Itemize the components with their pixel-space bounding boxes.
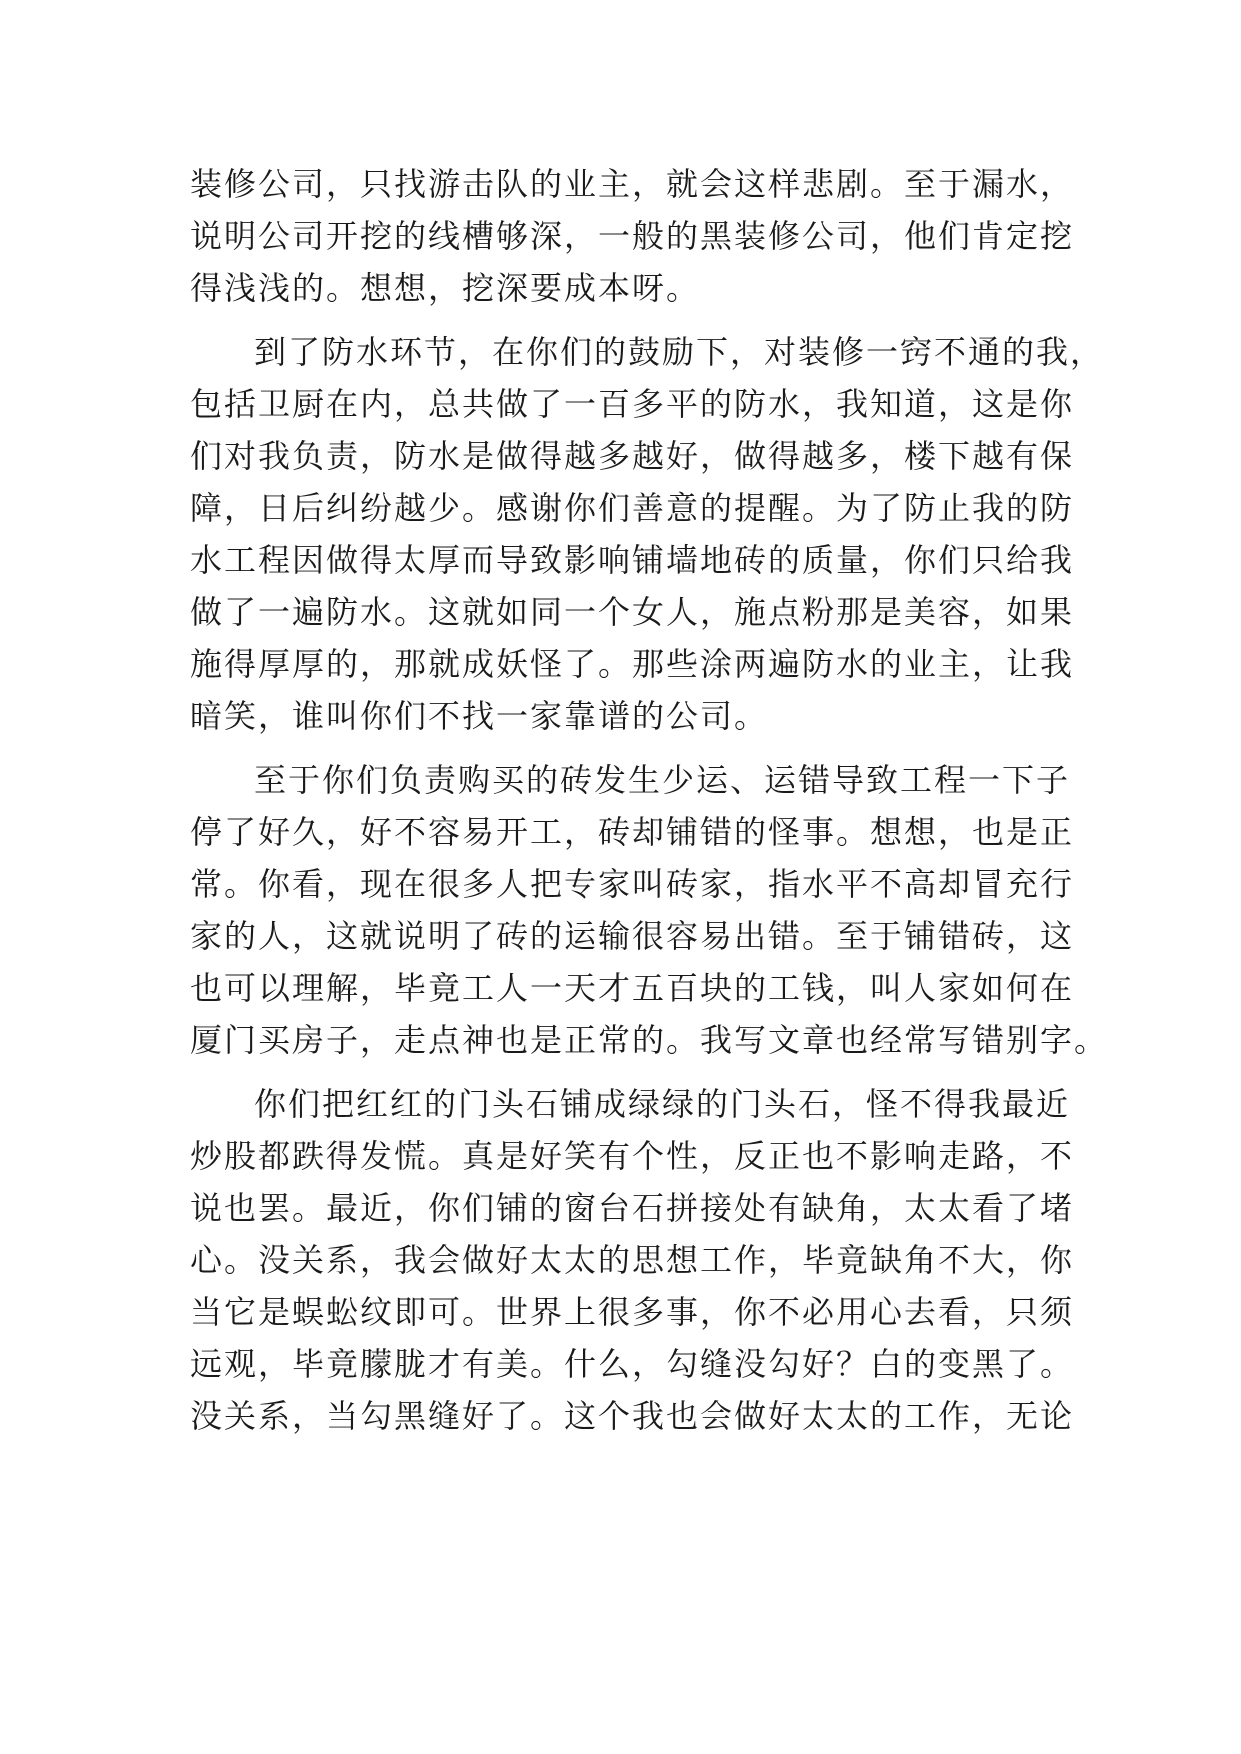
text-line: 炒股都跌得发慌。真是好笑有个性，反正也不影响走路，不 (190, 1137, 1075, 1175)
text-line: 做了一遍防水。这就如同一个女人，施点粉那是美容，如果 (190, 593, 1075, 631)
text-line: 施得厚厚的，那就成妖怪了。那些涂两遍防水的业主，让我 (190, 645, 1075, 683)
text-line: 说明公司开挖的线槽够深，一般的黑装修公司，他们肯定挖 (190, 217, 1075, 255)
text-line: 家的人，这就说明了砖的运输很容易出错。至于铺错砖，这 (190, 917, 1075, 955)
text-line: 说也罢。最近，你们铺的窗台石拼接处有缺角，太太看了堵 (190, 1189, 1075, 1227)
text-line: 你们把红红的门头石铺成绿绿的门头石，怪不得我最近 (254, 1085, 1071, 1123)
text-line: 没关系，当勾黑缝好了。这个我也会做好太太的工作，无论 (190, 1397, 1075, 1435)
text-line: 停了好久，好不容易开工，砖却铺错的怪事。想想，也是正 (190, 813, 1075, 851)
text-line: 暗笑，谁叫你们不找一家靠谱的公司。 (190, 697, 769, 735)
paragraph-3 (190, 754, 1109, 1066)
text-line: 远观，毕竟朦胧才有美。什么，勾缝没勾好？白的变黑了。 (190, 1345, 1075, 1383)
text-line: 到了防水环节，在你们的鼓励下，对装修一窍不通的我， (254, 333, 1105, 371)
paragraph-1 (190, 158, 1075, 314)
text-line: 水工程因做得太厚而导致影响铺墙地砖的质量，你们只给我 (190, 541, 1075, 579)
paragraph-4 (190, 1078, 1075, 1442)
text-line: 常。你看，现在很多人把专家叫砖家，指水平不高却冒充行 (190, 865, 1075, 903)
body-text (190, 158, 1109, 1442)
text-line: 们对我负责，防水是做得越多越好，做得越多，楼下越有保 (190, 437, 1075, 475)
text-line: 当它是蜈蚣纹即可。世界上很多事，你不必用心去看，只须 (190, 1293, 1075, 1331)
text-line: 包括卫厨在内，总共做了一百多平的防水，我知道，这是你 (190, 385, 1075, 423)
text-line: 装修公司，只找游击队的业主，就会这样悲剧。至于漏水， (190, 165, 1075, 203)
text-line: 得浅浅的。想想，挖深要成本呀。 (190, 269, 701, 307)
paragraph-2 (190, 326, 1105, 742)
text-line: 也可以理解，毕竟工人一天才五百块的工钱，叫人家如何在 (190, 969, 1075, 1007)
text-line: 障，日后纠纷越少。感谢你们善意的提醒。为了防止我的防 (190, 489, 1075, 527)
text-line: 至于你们负责购买的砖发生少运、运错导致工程一下子 (254, 761, 1071, 799)
text-line: 心。没关系，我会做好太太的思想工作，毕竟缺角不大，你 (190, 1241, 1075, 1279)
text-line: 厦门买房子，走点神也是正常的。我写文章也经常写错别字。 (190, 1021, 1109, 1059)
